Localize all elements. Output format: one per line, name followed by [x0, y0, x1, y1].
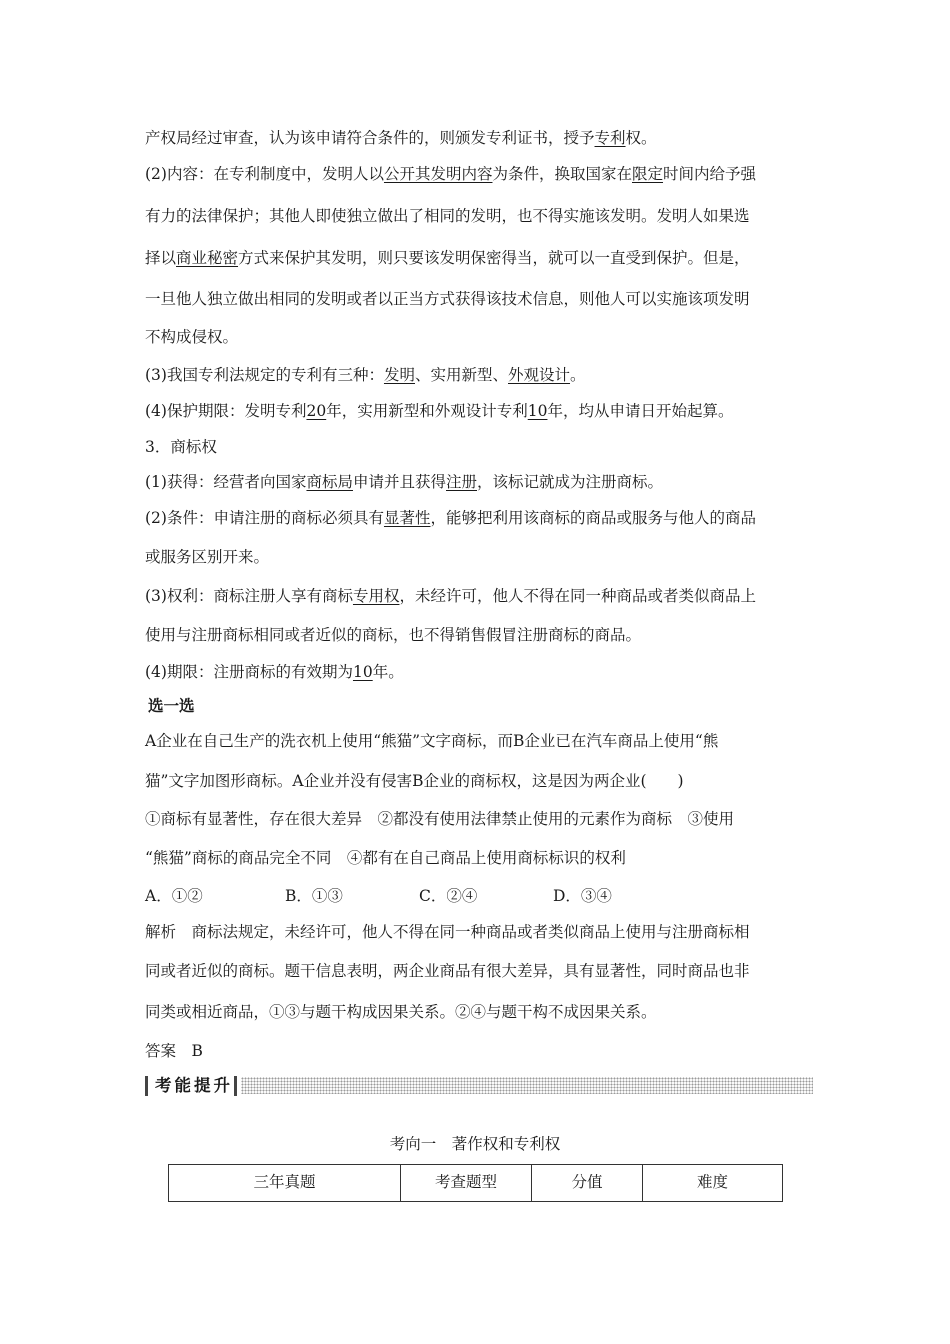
section-banner — [145, 1074, 813, 1098]
quiz-option-c: C．②④ — [419, 887, 478, 905]
table-header-cell: 难度 — [643, 1165, 783, 1202]
trademark-rights-line-2: 使用与注册商标相同或者近似的商标，也不得销售假冒注册商标的商品。 — [145, 626, 642, 644]
quiz-statements-line-1: ①商标有显著性，存在很大差异 ②都没有使用法律禁止使用的元素作为商标 ③使用 — [145, 810, 735, 828]
patent-content-line-5: 不构成侵权。 — [145, 328, 239, 346]
banner-dotted-pattern — [241, 1077, 813, 1094]
table-header-cell: 考查题型 — [401, 1165, 532, 1202]
trademark-condition-line-1: (2)条件：申请注册的商标必须具有显著性，能够把利用该商标的商品或服务与他人的商品 — [145, 509, 756, 527]
section-title: 考向一 著作权和专利权 — [389, 1135, 561, 1153]
table-header-row — [169, 1165, 783, 1202]
analysis-line-2: 同或者近似的商标。题干信息表明，两企业商品有很大差异，具有显著性，同时商品也非 — [145, 962, 750, 980]
answer-line: 答案 B — [145, 1042, 203, 1060]
banner-right-bar — [234, 1076, 237, 1096]
quiz-option-d: D．③④ — [553, 887, 612, 905]
quiz-question-line-2: 猫”文字加图形商标。A企业并没有侵害B企业的商标权，这是因为两企业( ) — [145, 772, 684, 790]
patent-content-line-2: 有力的法律保护；其他人即使独立做出了相同的发明，也不得实施该发明。发明人如果选 — [145, 207, 750, 225]
quiz-option-b: B．①③ — [285, 887, 343, 905]
trademark-condition-line-2: 或服务区别开来。 — [145, 548, 270, 566]
analysis-line-3: 同类或相近商品，①③与题干构成因果关系。②④与题干构不成因果关系。 — [145, 1003, 657, 1021]
section-heading-trademark: 3．商标权 — [145, 438, 217, 456]
intro-line: 产权局经过审查，认为该申请符合条件的，则颁发专利证书，授予专利权。 — [145, 129, 657, 147]
trademark-obtain-line: (1)获得：经营者向国家商标局申请并且获得注册，该标记就成为注册商标。 — [145, 473, 664, 491]
banner-left-bar — [145, 1076, 148, 1096]
quiz-option-a: A．①② — [145, 887, 203, 905]
trademark-rights-line-1: (3)权利：商标注册人享有商标专用权，未经许可，他人不得在同一种商品或者类似商品上 — [145, 587, 756, 605]
table-header-cell: 三年真题 — [169, 1165, 401, 1202]
patent-content-line-1: (2)内容：在专利制度中，发明人以公开其发明内容为条件，换取国家在限定时间内给予强 — [145, 165, 757, 183]
quiz-question-line-1: A企业在自己生产的洗衣机上使用“熊猫”文字商标，而B企业已在汽车商品上使用“熊 — [145, 732, 719, 750]
protection-period-line: (4)保护期限：发明专利20年，实用新型和外观设计专利10年，均从申请日开始起算。 — [145, 402, 734, 420]
quiz-heading: 选一选 — [148, 696, 195, 715]
analysis-line-1: 解析 商标法规定，未经许可，他人不得在同一种商品或者类似商品上使用与注册商标相 — [145, 923, 750, 941]
exam-table — [168, 1164, 783, 1202]
patent-content-line-4: 一旦他人独立做出相同的发明或者以正当方式获得该技术信息，则他人可以实施该项发明 — [145, 290, 750, 308]
patent-content-line-3: 择以商业秘密方式来保护其发明，则只要该发明保密得当，就可以一直受到保护。但是， — [145, 249, 750, 267]
patent-types-line: (3)我国专利法规定的专利有三种：发明、实用新型、外观设计。 — [145, 366, 586, 384]
quiz-statements-line-2: “熊猫”商标的商品完全不同 ④都有在自己商品上使用商标标识的权利 — [145, 849, 626, 867]
banner-title: 考能提升 — [155, 1076, 233, 1095]
trademark-period-line: (4)期限：注册商标的有效期为10年。 — [145, 663, 404, 681]
table-header-cell: 分值 — [532, 1165, 643, 1202]
